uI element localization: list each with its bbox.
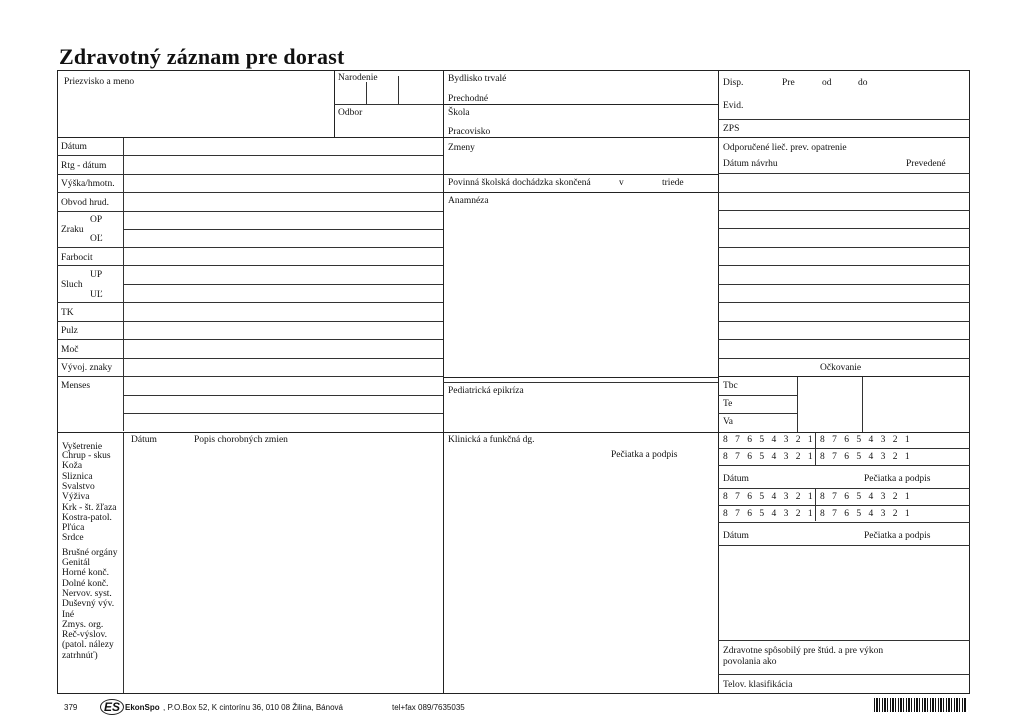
grade-label: triede [662,178,684,188]
changes-label: Zmeny [448,143,475,153]
date-label: Dátum [61,142,87,152]
form-title: Zdravotný záznam pre dorast [59,44,345,69]
vision-op-label: OP [90,215,103,225]
teeth-upper-right-2: 8 7 6 5 4 3 2 1 [723,492,816,502]
vaccination-label: Očkovanie [820,363,862,373]
menses-label: Menses [61,381,91,391]
publisher-logo: ES [100,699,124,715]
header-disp-box [718,70,970,138]
teeth-date-1: Dátum [723,474,749,484]
teeth-date-2: Dátum [723,531,749,541]
teeth-stamp-2: Pečiatka a podpis [864,531,931,541]
dev-label: Vývoj. znaky [61,363,113,373]
exam-item: Dolné konč. [62,578,109,589]
exam-item: Nervov. syst. [62,588,112,599]
exam-item: Sliznica [62,471,93,482]
clinical-label: Klinická a funkčná dg. [448,435,535,445]
height-weight-label: Výška/hmotn. [61,179,115,189]
exam-item: Chrup - skus [62,451,111,461]
school-label: Škola [448,108,470,118]
exam-item: Krk - št. žľaza [62,502,117,513]
temporary-label: Prechodné [448,94,489,104]
publisher-name: EkonSpo [125,703,160,712]
te-label: Te [723,399,733,409]
exam-date-label: Dátum [131,435,157,445]
fit-label-line2: povolania ako [723,657,777,667]
disp-label: Disp. [723,78,744,88]
teeth-lower-left-1: 8 7 6 5 4 3 2 1 [820,452,913,462]
exam-item: Duševný výv. [62,599,115,610]
branch-label: Odbor [338,108,363,118]
va-label: Va [723,417,734,427]
exam-item: Reč-výslov. [62,630,108,641]
proposal-date-label: Dátum návrhu [723,159,778,169]
publisher-phone: tel+fax 089/7635035 [392,703,465,712]
workplace-label: Pracovisko [448,127,491,137]
compulsory-label: Povinná školská dochádzka skončená [448,178,591,188]
exam-item: (patol. nálezy [62,640,114,651]
for-label: Pre [782,78,795,88]
exam-label: Vyšetrenie [62,442,103,452]
exam-item: zatrhnúť) [62,650,98,661]
exam-item: Svalstvo [62,481,95,492]
tk-label: TK [61,308,74,318]
anamnesis-label: Anamnéza [448,196,489,206]
vision-label: Zraku [61,225,84,235]
residence-label: Bydlisko trvalé [448,74,507,84]
pe-class-label: Telov. klasifikácia [723,680,793,690]
born-label: Narodenie [338,73,378,83]
tbc-label: Tbc [723,381,738,391]
teeth-upper-left-2: 8 7 6 5 4 3 2 1 [820,492,913,502]
anamnesis-box [443,192,719,378]
barcode [874,698,966,712]
rtg-label: Rtg - dátum [61,161,107,171]
teeth-upper-right-1: 8 7 6 5 4 3 2 1 [723,435,816,445]
color-vision-label: Farbocit [61,253,93,263]
publisher-address: , P.O.Box 52, K cintorínu 36, 010 08 Žilina, Bánová [163,703,343,712]
hearing-up-label: UP [90,270,103,280]
exam-item: Genitál [62,558,90,568]
teeth-lower-right-1: 8 7 6 5 4 3 2 1 [723,452,816,462]
exam-item: Výživa [62,492,90,503]
form-number: 379 [64,703,78,712]
teeth-stamp-1: Pečiatka a podpis [864,474,931,484]
exam-item: Horné konč. [62,568,109,579]
exam-box [57,432,719,694]
fit-label-line1: Zdravotne spôsobilý pre štúd. a pre výkon [723,646,884,656]
teeth-upper-left-1: 8 7 6 5 4 3 2 1 [820,435,913,445]
recommended-label: Odporučené liеč. prev. opatrenie [723,143,847,153]
exam-item: Brušné orgány [62,547,118,558]
pediatric-label: Pediatrická epikríza [448,386,524,396]
from-label: od [822,78,832,88]
chest-label: Obvod hrud. [61,198,110,208]
exam-item: Srdce [62,533,84,544]
zps-label: ZPS [723,124,740,134]
clinical-stamp-label: Pečiatka a podpis [611,450,678,460]
hearing-ul-label: UĽ [90,290,103,300]
done-label: Prevedené [906,159,946,169]
vaccination-box [718,376,970,433]
exam-item: Zmys. org. [62,619,104,630]
hearing-label: Sluch [61,280,83,290]
exam-item: Iné [62,609,75,620]
changes-box [443,137,719,175]
compulsory-in-label: v [619,178,624,188]
teeth-lower-right-2: 8 7 6 5 4 3 2 1 [723,509,816,519]
measures-grid [57,137,444,433]
name-label: Priezvisko a meno [64,77,135,87]
pulse-label: Pulz [61,326,78,336]
exam-description-label: Popis chorobných zmien [194,435,288,445]
to-label: do [858,78,868,88]
urine-label: Moč [61,345,79,355]
exam-item: Pľúca [62,523,85,534]
exam-item: Koža [62,461,83,472]
evid-label: Evid. [723,101,744,111]
vision-ol-label: OĽ [90,234,103,244]
teeth-lower-left-2: 8 7 6 5 4 3 2 1 [820,509,913,519]
exam-item: Kostra-patol. [62,512,112,523]
